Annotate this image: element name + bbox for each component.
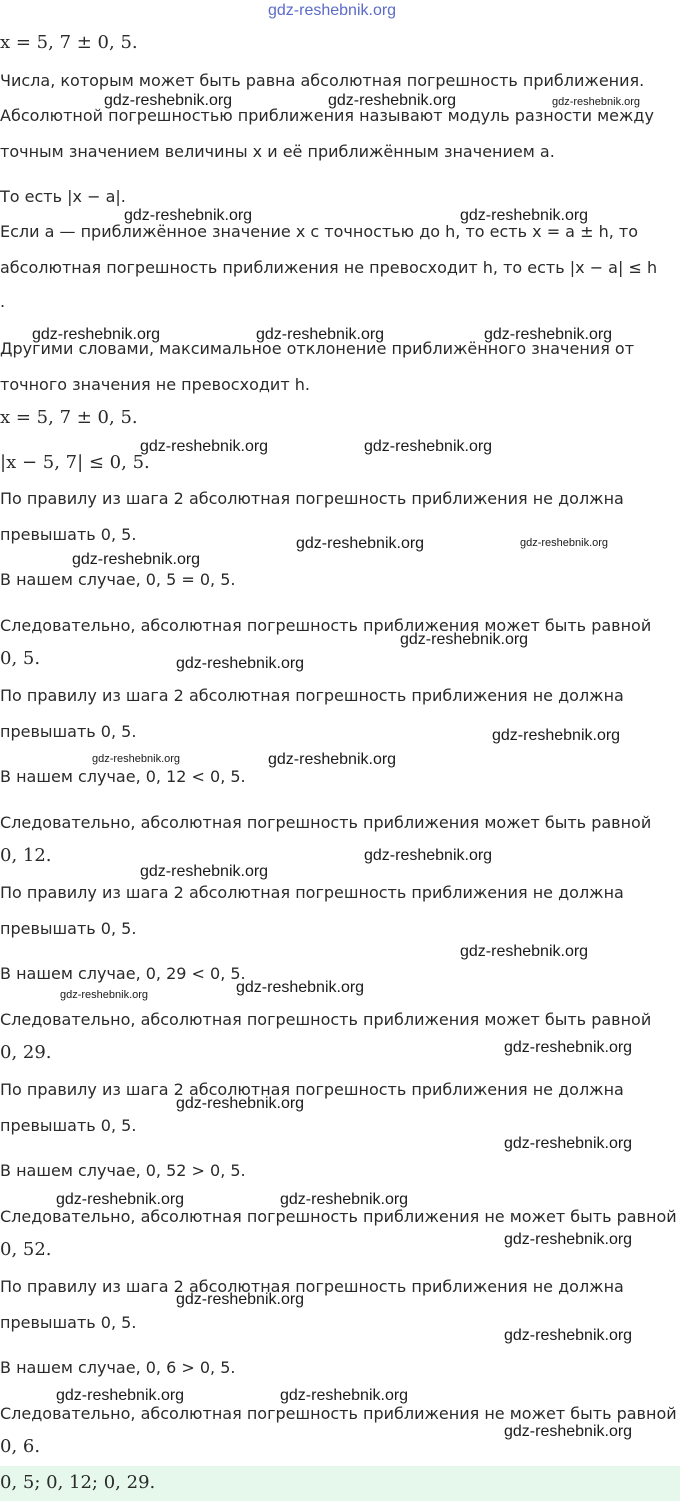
text-line: превышать 0, 5. <box>0 722 137 741</box>
watermark: gdz-reshebnik.org <box>504 1231 633 1248</box>
watermark: gdz-reshebnik.org <box>60 989 149 1001</box>
text-line: превышать 0, 5. <box>0 1116 137 1135</box>
text-line: 0, 12. <box>0 845 52 866</box>
watermark: gdz-reshebnik.org <box>504 1327 633 1344</box>
text-line: В нашем случае, 0, 5 = 0, 5. <box>0 570 236 589</box>
text-line: x = 5, 7 ± 0, 5. <box>0 32 138 53</box>
text-line: Следовательно, абсолютная погрешность приближения может быть равной <box>0 813 652 832</box>
text-line: Абсолютной погрешностью приближения называют модуль разности между <box>0 106 654 125</box>
watermark: gdz-reshebnik.org <box>32 326 161 343</box>
text-line: То есть |x − a|. <box>0 187 126 206</box>
text-line: 0, 52. <box>0 1239 52 1260</box>
watermark: gdz-reshebnik.org <box>140 863 269 880</box>
text-line: Если a — приближённое значение x с точностью до h, то есть x = a ± h, то <box>0 222 638 241</box>
watermark-top: gdz-reshebnik.org <box>268 2 397 19</box>
text-line: Следовательно, абсолютная погрешность приближения не может быть равной <box>0 1404 677 1423</box>
text-line: Другими словами, максимальное отклонение приближённого значения от <box>0 339 635 358</box>
watermark: gdz-reshebnik.org <box>400 631 529 648</box>
watermark: gdz-reshebnik.org <box>56 1387 185 1404</box>
text-line: По правилу из шага 2 абсолютная погрешность приближения не должна <box>0 686 624 705</box>
text-line: x = 5, 7 ± 0, 5. <box>0 407 138 428</box>
text-line: Следовательно, абсолютная погрешность приближения может быть равной <box>0 616 652 635</box>
watermark: gdz-reshebnik.org <box>552 96 641 108</box>
text-line: абсолютная погрешность приближения не превосходит h, то есть |x − a| ≤ h <box>0 258 658 277</box>
text-line: точным значением величины x и её приближённым значением a. <box>0 142 555 161</box>
text-line: Следовательно, абсолютная погрешность приближения не может быть равной <box>0 1207 677 1226</box>
text-line: Следовательно, абсолютная погрешность приближения может быть равной <box>0 1010 652 1029</box>
text-line: В нашем случае, 0, 29 < 0, 5. <box>0 964 246 983</box>
watermark: gdz-reshebnik.org <box>176 1291 305 1308</box>
text-line: 0, 29. <box>0 1042 52 1063</box>
text-line: превышать 0, 5. <box>0 525 137 544</box>
watermark: gdz-reshebnik.org <box>56 1191 185 1208</box>
watermark: gdz-reshebnik.org <box>492 727 621 744</box>
watermark: gdz-reshebnik.org <box>296 535 425 552</box>
text-line: По правилу из шага 2 абсолютная погрешность приближения не должна <box>0 489 624 508</box>
text-line: превышать 0, 5. <box>0 919 137 938</box>
watermark: gdz-reshebnik.org <box>140 438 269 455</box>
watermark: gdz-reshebnik.org <box>328 92 457 109</box>
watermark: gdz-reshebnik.org <box>504 1423 633 1440</box>
watermark: gdz-reshebnik.org <box>484 326 613 343</box>
watermark: gdz-reshebnik.org <box>124 207 253 224</box>
text-line: |x − 5, 7| ≤ 0, 5. <box>0 452 150 473</box>
text-line: По правилу из шага 2 абсолютная погрешность приближения не должна <box>0 1277 624 1296</box>
text-line: превышать 0, 5. <box>0 1313 137 1332</box>
answer-text: 0, 5; 0, 12; 0, 29. <box>0 1472 156 1493</box>
watermark: gdz-reshebnik.org <box>104 92 233 109</box>
watermark: gdz-reshebnik.org <box>176 1095 305 1112</box>
text-line: В нашем случае, 0, 6 > 0, 5. <box>0 1358 236 1377</box>
watermark: gdz-reshebnik.org <box>256 326 385 343</box>
text-line: 0, 6. <box>0 1436 41 1457</box>
text-line: По правилу из шага 2 абсолютная погрешность приближения не должна <box>0 883 624 902</box>
watermark: gdz-reshebnik.org <box>280 1191 409 1208</box>
text-line: В нашем случае, 0, 12 < 0, 5. <box>0 767 246 786</box>
text-line: По правилу из шага 2 абсолютная погрешность приближения не должна <box>0 1080 624 1099</box>
watermark: gdz-reshebnik.org <box>504 1135 633 1152</box>
watermark: gdz-reshebnik.org <box>72 551 201 568</box>
watermark: gdz-reshebnik.org <box>460 207 589 224</box>
watermark: gdz-reshebnik.org <box>236 979 365 996</box>
watermark: gdz-reshebnik.org <box>364 847 493 864</box>
watermark: gdz-reshebnik.org <box>460 943 589 960</box>
watermark: gdz-reshebnik.org <box>520 537 609 549</box>
text-line: точного значения не превосходит h. <box>0 375 310 394</box>
text-line: Числа, которым может быть равна абсолютная погрешность приближения. <box>0 71 645 90</box>
watermark: gdz-reshebnik.org <box>364 438 493 455</box>
text-line: В нашем случае, 0, 52 > 0, 5. <box>0 1161 246 1180</box>
watermark: gdz-reshebnik.org <box>280 1387 409 1404</box>
watermark: gdz-reshebnik.org <box>176 655 305 672</box>
text-line: 0, 5. <box>0 648 41 669</box>
text-line: . <box>0 292 6 311</box>
watermark: gdz-reshebnik.org <box>268 751 397 768</box>
watermark: gdz-reshebnik.org <box>92 753 181 765</box>
watermark: gdz-reshebnik.org <box>504 1039 633 1056</box>
